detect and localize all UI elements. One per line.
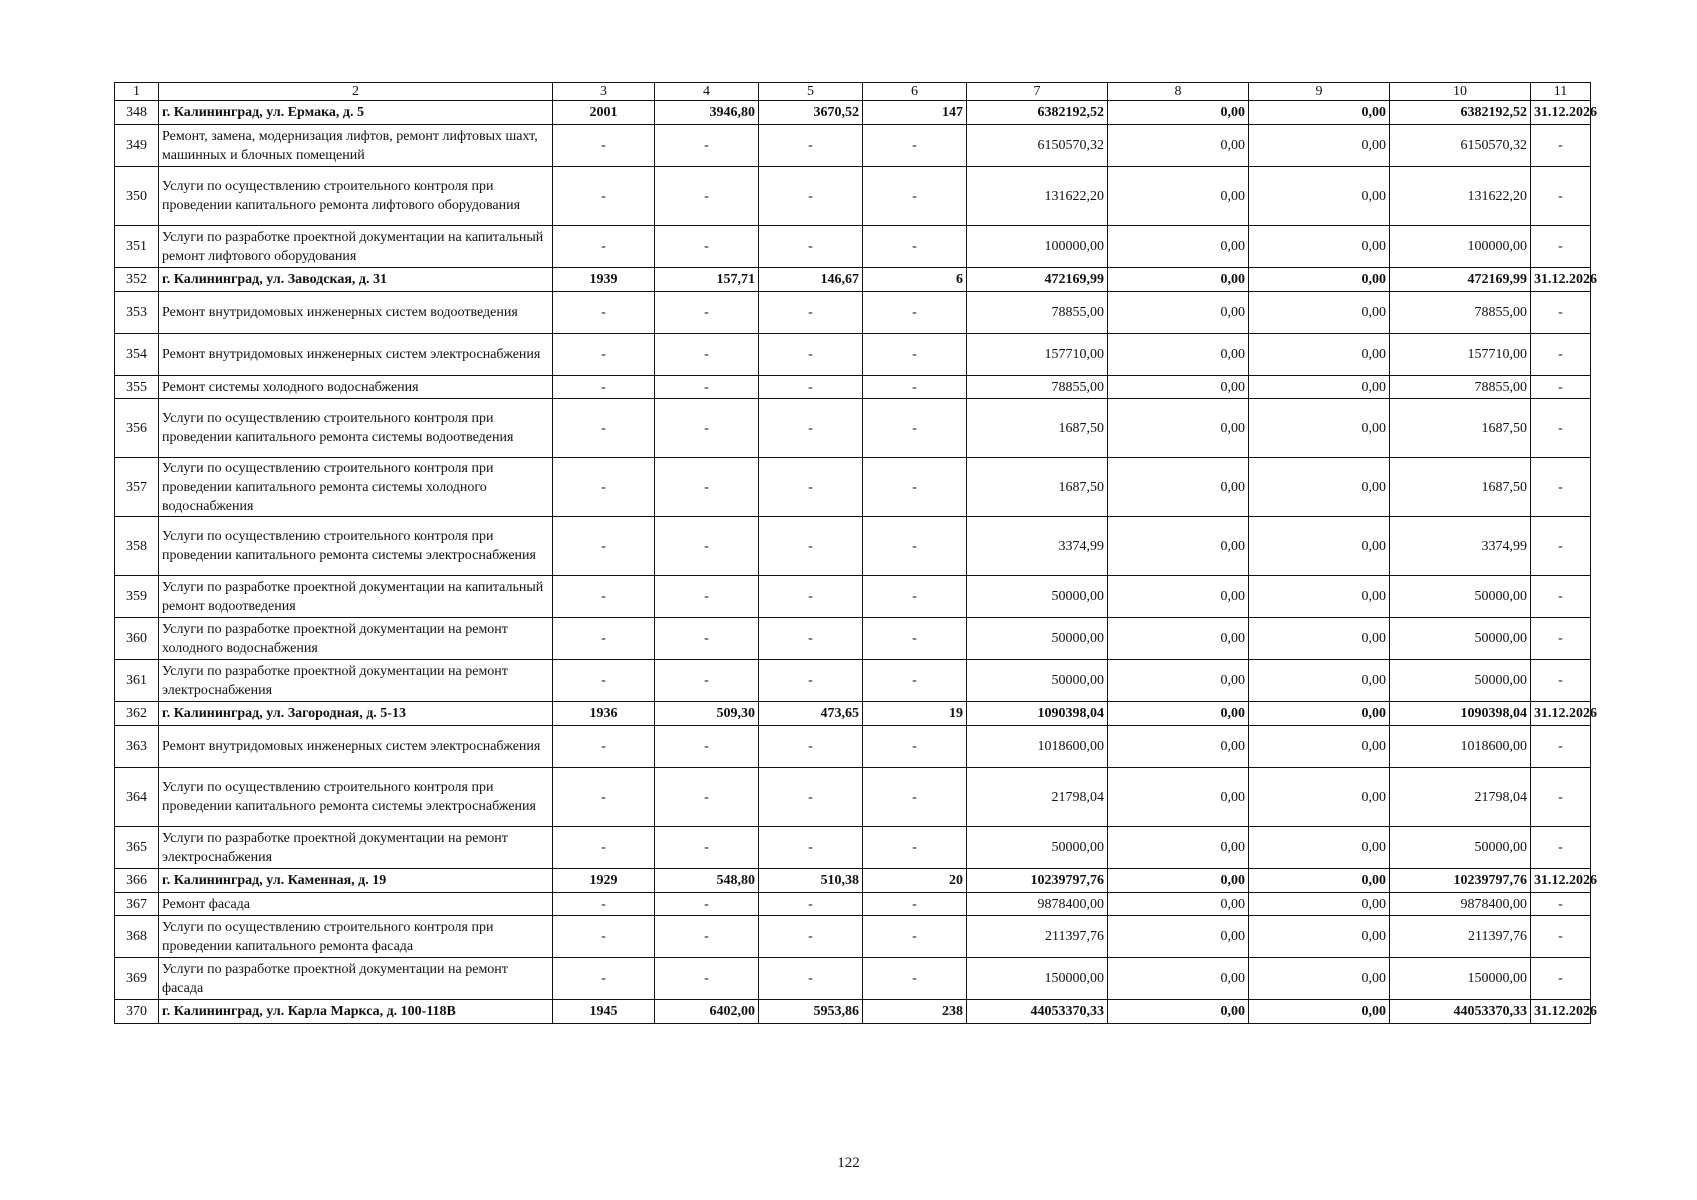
table-cell-col-6: 6	[863, 268, 967, 292]
table-cell-col-4: -	[655, 768, 759, 827]
work-item-row	[115, 376, 1591, 399]
table-cell-col-11: 31.12.2026	[1531, 1000, 1591, 1024]
table-cell-col-4: -	[655, 167, 759, 226]
table-cell-col-4: 3946,80	[655, 101, 759, 125]
table-cell-col-11: -	[1531, 827, 1591, 869]
table-cell-col-5: 3670,52	[759, 101, 863, 125]
table-cell-col-3: 2001	[553, 101, 655, 125]
table-cell-col-1: 357	[115, 458, 159, 517]
table-cell-col-3: -	[553, 893, 655, 916]
work-item-row	[115, 226, 1591, 268]
table-cell-col-5: -	[759, 618, 863, 660]
table-cell-col-3: -	[553, 399, 655, 458]
table-cell-col-4: -	[655, 958, 759, 1000]
table-cell-col-5: -	[759, 958, 863, 1000]
table-cell-col-6: -	[863, 660, 967, 702]
table-cell-col-11: -	[1531, 399, 1591, 458]
table-cell-col-3: -	[553, 618, 655, 660]
table-cell-col-3: -	[553, 226, 655, 268]
table-cell-col-8: 0,00	[1108, 827, 1249, 869]
table-cell-col-3: -	[553, 292, 655, 334]
column-number-cell: 3	[553, 83, 655, 101]
table-cell-col-5: -	[759, 768, 863, 827]
table-cell-col-6: 238	[863, 1000, 967, 1024]
table-cell-col-11: -	[1531, 576, 1591, 618]
table-cell-col-8: 0,00	[1108, 618, 1249, 660]
table-cell-col-4: -	[655, 376, 759, 399]
table-cell-col-11: -	[1531, 893, 1591, 916]
table-cell-col-8: 0,00	[1108, 292, 1249, 334]
table-cell-col-11: -	[1531, 458, 1591, 517]
table-cell-col-3: -	[553, 660, 655, 702]
table-cell-col-9: 0,00	[1249, 517, 1390, 576]
table-cell-col-6: -	[863, 399, 967, 458]
table-cell-col-9: 0,00	[1249, 334, 1390, 376]
table-cell-col-2: Ремонт внутридомовых инженерных систем электроснабжения	[159, 334, 553, 376]
table-cell-col-8: 0,00	[1108, 125, 1249, 167]
table-cell-col-1: 354	[115, 334, 159, 376]
table-cell-col-6: -	[863, 958, 967, 1000]
table-cell-col-6: 19	[863, 702, 967, 726]
table-cell-col-2: Услуги по осуществлению строительного контроля при проведении капитального ремонта системы электроснабжения	[159, 517, 553, 576]
column-number-cell: 9	[1249, 83, 1390, 101]
table-cell-col-11: -	[1531, 916, 1591, 958]
table-cell-col-4: -	[655, 916, 759, 958]
table-cell-col-8: 0,00	[1108, 399, 1249, 458]
table-cell-col-7: 50000,00	[967, 618, 1108, 660]
table-cell-col-1: 363	[115, 726, 159, 768]
column-number-cell: 2	[159, 83, 553, 101]
table-cell-col-10: 44053370,33	[1390, 1000, 1531, 1024]
table-cell-col-11: -	[1531, 958, 1591, 1000]
work-item-row	[115, 167, 1591, 226]
table-cell-col-10: 1687,50	[1390, 458, 1531, 517]
table-cell-col-9: 0,00	[1249, 660, 1390, 702]
table-cell-col-2: Ремонт фасада	[159, 893, 553, 916]
table-cell-col-2: Ремонт системы холодного водоснабжения	[159, 376, 553, 399]
table-cell-col-11: 31.12.2026	[1531, 101, 1591, 125]
table-cell-col-10: 3374,99	[1390, 517, 1531, 576]
work-item-row	[115, 958, 1591, 1000]
address-row	[115, 268, 1591, 292]
table-cell-col-8: 0,00	[1108, 226, 1249, 268]
column-number-cell: 8	[1108, 83, 1249, 101]
table-cell-col-3: -	[553, 334, 655, 376]
table-cell-col-2: г. Калининград, ул. Заводская, д. 31	[159, 268, 553, 292]
table-cell-col-8: 0,00	[1108, 268, 1249, 292]
address-row	[115, 1000, 1591, 1024]
table-cell-col-7: 1018600,00	[967, 726, 1108, 768]
table-cell-col-7: 78855,00	[967, 376, 1108, 399]
table-cell-col-1: 367	[115, 893, 159, 916]
table-cell-col-6: -	[863, 226, 967, 268]
table-cell-col-4: -	[655, 517, 759, 576]
work-item-row	[115, 827, 1591, 869]
table-cell-col-2: Ремонт внутридомовых инженерных систем водоотведения	[159, 292, 553, 334]
table-cell-col-4: -	[655, 292, 759, 334]
table-cell-col-6: -	[863, 618, 967, 660]
table-cell-col-9: 0,00	[1249, 167, 1390, 226]
table-cell-col-11: 31.12.2026	[1531, 702, 1591, 726]
table-cell-col-8: 0,00	[1108, 576, 1249, 618]
table-cell-col-7: 9878400,00	[967, 893, 1108, 916]
table-cell-col-5: -	[759, 376, 863, 399]
table-cell-col-8: 0,00	[1108, 702, 1249, 726]
table-cell-col-3: -	[553, 376, 655, 399]
table-cell-col-1: 368	[115, 916, 159, 958]
table-cell-col-11: -	[1531, 334, 1591, 376]
column-number-cell: 11	[1531, 83, 1591, 101]
table-cell-col-11: -	[1531, 768, 1591, 827]
table-cell-col-10: 78855,00	[1390, 376, 1531, 399]
work-item-row	[115, 292, 1591, 334]
table-cell-col-8: 0,00	[1108, 517, 1249, 576]
table-cell-col-9: 0,00	[1249, 726, 1390, 768]
table-cell-col-4: -	[655, 618, 759, 660]
work-item-row	[115, 517, 1591, 576]
table-cell-col-2: Услуги по осуществлению строительного контроля при проведении капитального ремонта лифтового оборудования	[159, 167, 553, 226]
table-cell-col-9: 0,00	[1249, 268, 1390, 292]
table-cell-col-2: Услуги по осуществлению строительного контроля при проведении капитального ремонта системы водоотведения	[159, 399, 553, 458]
table-cell-col-6: -	[863, 125, 967, 167]
table-cell-col-2: г. Калининград, ул. Карла Маркса, д. 100-118В	[159, 1000, 553, 1024]
table-cell-col-5: -	[759, 827, 863, 869]
table-cell-col-8: 0,00	[1108, 869, 1249, 893]
table-cell-col-5: 146,67	[759, 268, 863, 292]
address-row	[115, 101, 1591, 125]
table-cell-col-6: 20	[863, 869, 967, 893]
table-cell-col-7: 6150570,32	[967, 125, 1108, 167]
address-row	[115, 702, 1591, 726]
column-number-cell: 7	[967, 83, 1108, 101]
table-cell-col-11: -	[1531, 517, 1591, 576]
table-cell-col-10: 21798,04	[1390, 768, 1531, 827]
table-cell-col-1: 349	[115, 125, 159, 167]
table-cell-col-3: -	[553, 768, 655, 827]
table-cell-col-8: 0,00	[1108, 167, 1249, 226]
table-cell-col-9: 0,00	[1249, 869, 1390, 893]
table-cell-col-9: 0,00	[1249, 893, 1390, 916]
table-cell-col-4: -	[655, 893, 759, 916]
table-cell-col-2: г. Калининград, ул. Ермака, д. 5	[159, 101, 553, 125]
table-cell-col-3: 1936	[553, 702, 655, 726]
table-cell-col-1: 348	[115, 101, 159, 125]
table-cell-col-8: 0,00	[1108, 893, 1249, 916]
table-cell-col-4: -	[655, 226, 759, 268]
table-cell-col-4: 509,30	[655, 702, 759, 726]
table-cell-col-9: 0,00	[1249, 101, 1390, 125]
table-cell-col-9: 0,00	[1249, 376, 1390, 399]
table-cell-col-9: 0,00	[1249, 458, 1390, 517]
column-number-row	[115, 83, 1591, 101]
table-cell-col-1: 369	[115, 958, 159, 1000]
page-number: 122	[837, 1155, 860, 1171]
table-cell-col-10: 211397,76	[1390, 916, 1531, 958]
table-cell-col-11: 31.12.2026	[1531, 268, 1591, 292]
table-cell-col-8: 0,00	[1108, 660, 1249, 702]
table-cell-col-5: 473,65	[759, 702, 863, 726]
table-cell-col-10: 1687,50	[1390, 399, 1531, 458]
table-cell-col-6: -	[863, 376, 967, 399]
table-cell-col-1: 352	[115, 268, 159, 292]
table-cell-col-8: 0,00	[1108, 1000, 1249, 1024]
table-cell-col-10: 131622,20	[1390, 167, 1531, 226]
work-item-row	[115, 916, 1591, 958]
table-cell-col-11: -	[1531, 167, 1591, 226]
table-cell-col-7: 50000,00	[967, 827, 1108, 869]
table-cell-col-6: -	[863, 334, 967, 376]
table-cell-col-10: 50000,00	[1390, 618, 1531, 660]
table-cell-col-6: -	[863, 292, 967, 334]
table-cell-col-1: 353	[115, 292, 159, 334]
table-cell-col-5: -	[759, 458, 863, 517]
table-cell-col-5: 510,38	[759, 869, 863, 893]
table-cell-col-11: -	[1531, 726, 1591, 768]
table-cell-col-3: 1929	[553, 869, 655, 893]
table-cell-col-6: -	[863, 167, 967, 226]
table-cell-col-8: 0,00	[1108, 101, 1249, 125]
table-cell-col-6: -	[863, 726, 967, 768]
work-item-row	[115, 893, 1591, 916]
work-item-row	[115, 399, 1591, 458]
table-cell-col-9: 0,00	[1249, 399, 1390, 458]
table-cell-col-4: -	[655, 726, 759, 768]
column-number-cell: 1	[115, 83, 159, 101]
table-cell-col-6: 147	[863, 101, 967, 125]
table-cell-col-6: -	[863, 827, 967, 869]
table-cell-col-7: 131622,20	[967, 167, 1108, 226]
table-cell-col-5: 5953,86	[759, 1000, 863, 1024]
table-cell-col-4: -	[655, 334, 759, 376]
table-cell-col-10: 9878400,00	[1390, 893, 1531, 916]
table-cell-col-6: -	[863, 517, 967, 576]
table-cell-col-3: -	[553, 517, 655, 576]
work-item-row	[115, 334, 1591, 376]
table-cell-col-10: 157710,00	[1390, 334, 1531, 376]
table-cell-col-2: Услуги по разработке проектной документации на ремонт электроснабжения	[159, 827, 553, 869]
table-cell-col-10: 10239797,76	[1390, 869, 1531, 893]
column-number-cell: 10	[1390, 83, 1531, 101]
table-cell-col-7: 3374,99	[967, 517, 1108, 576]
data-table	[114, 82, 1597, 1024]
table-cell-col-9: 0,00	[1249, 125, 1390, 167]
table-cell-col-5: -	[759, 576, 863, 618]
work-item-row	[115, 125, 1591, 167]
table-cell-col-6: -	[863, 916, 967, 958]
table-cell-col-9: 0,00	[1249, 916, 1390, 958]
table-cell-col-8: 0,00	[1108, 768, 1249, 827]
table-cell-col-11: -	[1531, 376, 1591, 399]
table-cell-col-3: -	[553, 827, 655, 869]
table-cell-col-11: -	[1531, 660, 1591, 702]
table-cell-col-6: -	[863, 576, 967, 618]
table-cell-col-5: -	[759, 726, 863, 768]
table-cell-col-3: 1939	[553, 268, 655, 292]
table-cell-col-5: -	[759, 660, 863, 702]
work-item-row	[115, 576, 1591, 618]
table-cell-col-3: -	[553, 958, 655, 1000]
table-cell-col-1: 351	[115, 226, 159, 268]
address-row	[115, 869, 1591, 893]
work-item-row	[115, 768, 1591, 827]
table-cell-col-8: 0,00	[1108, 726, 1249, 768]
table-cell-col-3: -	[553, 125, 655, 167]
table-cell-col-1: 365	[115, 827, 159, 869]
table-cell-col-4: -	[655, 660, 759, 702]
table-cell-col-2: Услуги по разработке проектной документации на капитальный ремонт водоотведения	[159, 576, 553, 618]
table-cell-col-11: -	[1531, 226, 1591, 268]
table-cell-col-7: 50000,00	[967, 660, 1108, 702]
table-cell-col-8: 0,00	[1108, 334, 1249, 376]
table-cell-col-7: 21798,04	[967, 768, 1108, 827]
work-item-row	[115, 458, 1591, 517]
table-cell-col-7: 150000,00	[967, 958, 1108, 1000]
table-cell-col-7: 1687,50	[967, 399, 1108, 458]
table-cell-col-2: Ремонт, замена, модернизация лифтов, ремонт лифтовых шахт, машинных и блочных помещений	[159, 125, 553, 167]
table-cell-col-4: 548,80	[655, 869, 759, 893]
table-cell-col-2: Услуги по осуществлению строительного контроля при проведении капитального ремонта системы холодного водоснабжения	[159, 458, 553, 517]
work-item-row	[115, 660, 1591, 702]
table-cell-col-4: -	[655, 576, 759, 618]
table-cell-col-6: -	[863, 458, 967, 517]
table-cell-col-5: -	[759, 292, 863, 334]
table-cell-col-1: 366	[115, 869, 159, 893]
table-cell-col-10: 50000,00	[1390, 576, 1531, 618]
table-cell-col-10: 78855,00	[1390, 292, 1531, 334]
table-cell-col-7: 44053370,33	[967, 1000, 1108, 1024]
table-cell-col-5: -	[759, 167, 863, 226]
table-cell-col-2: Услуги по разработке проектной документации на капитальный ремонт лифтового оборудования	[159, 226, 553, 268]
table-cell-col-2: Услуги по разработке проектной документации на ремонт электроснабжения	[159, 660, 553, 702]
table-cell-col-10: 6382192,52	[1390, 101, 1531, 125]
table-cell-col-9: 0,00	[1249, 226, 1390, 268]
table-cell-col-2: Услуги по разработке проектной документации на ремонт холодного водоснабжения	[159, 618, 553, 660]
table-cell-col-9: 0,00	[1249, 702, 1390, 726]
table-cell-col-1: 362	[115, 702, 159, 726]
table-cell-col-1: 360	[115, 618, 159, 660]
table-cell-col-7: 157710,00	[967, 334, 1108, 376]
table-cell-col-10: 1018600,00	[1390, 726, 1531, 768]
table-cell-col-7: 1687,50	[967, 458, 1108, 517]
table-cell-col-4: -	[655, 458, 759, 517]
table-cell-col-1: 358	[115, 517, 159, 576]
table-cell-col-9: 0,00	[1249, 576, 1390, 618]
table-cell-col-4: -	[655, 399, 759, 458]
table-cell-col-10: 6150570,32	[1390, 125, 1531, 167]
table-cell-col-3: -	[553, 576, 655, 618]
table-cell-col-5: -	[759, 399, 863, 458]
table-cell-col-10: 1090398,04	[1390, 702, 1531, 726]
table-cell-col-7: 78855,00	[967, 292, 1108, 334]
table-cell-col-2: Услуги по осуществлению строительного контроля при проведении капитального ремонта фасада	[159, 916, 553, 958]
table-cell-col-1: 359	[115, 576, 159, 618]
table-cell-col-11: 31.12.2026	[1531, 869, 1591, 893]
table-cell-col-10: 150000,00	[1390, 958, 1531, 1000]
table-cell-col-8: 0,00	[1108, 458, 1249, 517]
table-cell-col-9: 0,00	[1249, 768, 1390, 827]
table-cell-col-7: 50000,00	[967, 576, 1108, 618]
table-cell-col-4: -	[655, 827, 759, 869]
table-cell-col-10: 472169,99	[1390, 268, 1531, 292]
table-cell-col-1: 356	[115, 399, 159, 458]
table-cell-col-2: Услуги по осуществлению строительного контроля при проведении капитального ремонта системы электроснабжения	[159, 768, 553, 827]
table-cell-col-10: 50000,00	[1390, 660, 1531, 702]
table-cell-col-5: -	[759, 125, 863, 167]
table-cell-col-3: -	[553, 726, 655, 768]
table-cell-col-11: -	[1531, 125, 1591, 167]
work-item-row	[115, 726, 1591, 768]
table-cell-col-2: г. Калининград, ул. Каменная, д. 19	[159, 869, 553, 893]
table-cell-col-10: 50000,00	[1390, 827, 1531, 869]
table-cell-col-3: -	[553, 458, 655, 517]
table-cell-col-4: -	[655, 125, 759, 167]
table-cell-col-7: 6382192,52	[967, 101, 1108, 125]
column-number-cell: 6	[863, 83, 967, 101]
table-cell-col-3: 1945	[553, 1000, 655, 1024]
table-cell-col-5: -	[759, 334, 863, 376]
table-cell-col-8: 0,00	[1108, 958, 1249, 1000]
table-cell-col-3: -	[553, 916, 655, 958]
table-cell-col-7: 1090398,04	[967, 702, 1108, 726]
table-cell-col-4: 6402,00	[655, 1000, 759, 1024]
table-cell-col-8: 0,00	[1108, 376, 1249, 399]
table-cell-col-1: 370	[115, 1000, 159, 1024]
table-cell-col-9: 0,00	[1249, 1000, 1390, 1024]
table-cell-col-5: -	[759, 517, 863, 576]
table-cell-col-5: -	[759, 226, 863, 268]
table-cell-col-11: -	[1531, 618, 1591, 660]
table-cell-col-1: 361	[115, 660, 159, 702]
table-cell-col-2: г. Калининград, ул. Загородная, д. 5-13	[159, 702, 553, 726]
table-cell-col-6: -	[863, 893, 967, 916]
table-cell-col-8: 0,00	[1108, 916, 1249, 958]
table-cell-col-2: Ремонт внутридомовых инженерных систем электроснабжения	[159, 726, 553, 768]
table-cell-col-10: 100000,00	[1390, 226, 1531, 268]
column-number-cell: 4	[655, 83, 759, 101]
table-cell-col-3: -	[553, 167, 655, 226]
column-number-cell: 5	[759, 83, 863, 101]
table-cell-col-9: 0,00	[1249, 827, 1390, 869]
table-cell-col-6: -	[863, 768, 967, 827]
work-item-row	[115, 618, 1591, 660]
table-cell-col-7: 211397,76	[967, 916, 1108, 958]
table-cell-col-1: 364	[115, 768, 159, 827]
table-cell-col-5: -	[759, 893, 863, 916]
table-cell-col-7: 100000,00	[967, 226, 1108, 268]
table-cell-col-4: 157,71	[655, 268, 759, 292]
table-cell-col-9: 0,00	[1249, 618, 1390, 660]
table-cell-col-7: 10239797,76	[967, 869, 1108, 893]
table-cell-col-9: 0,00	[1249, 958, 1390, 1000]
table-cell-col-11: -	[1531, 292, 1591, 334]
table-cell-col-9: 0,00	[1249, 292, 1390, 334]
table-cell-col-1: 350	[115, 167, 159, 226]
table-cell-col-5: -	[759, 916, 863, 958]
table-cell-col-7: 472169,99	[967, 268, 1108, 292]
table-cell-col-2: Услуги по разработке проектной документации на ремонт фасада	[159, 958, 553, 1000]
table-cell-col-1: 355	[115, 376, 159, 399]
